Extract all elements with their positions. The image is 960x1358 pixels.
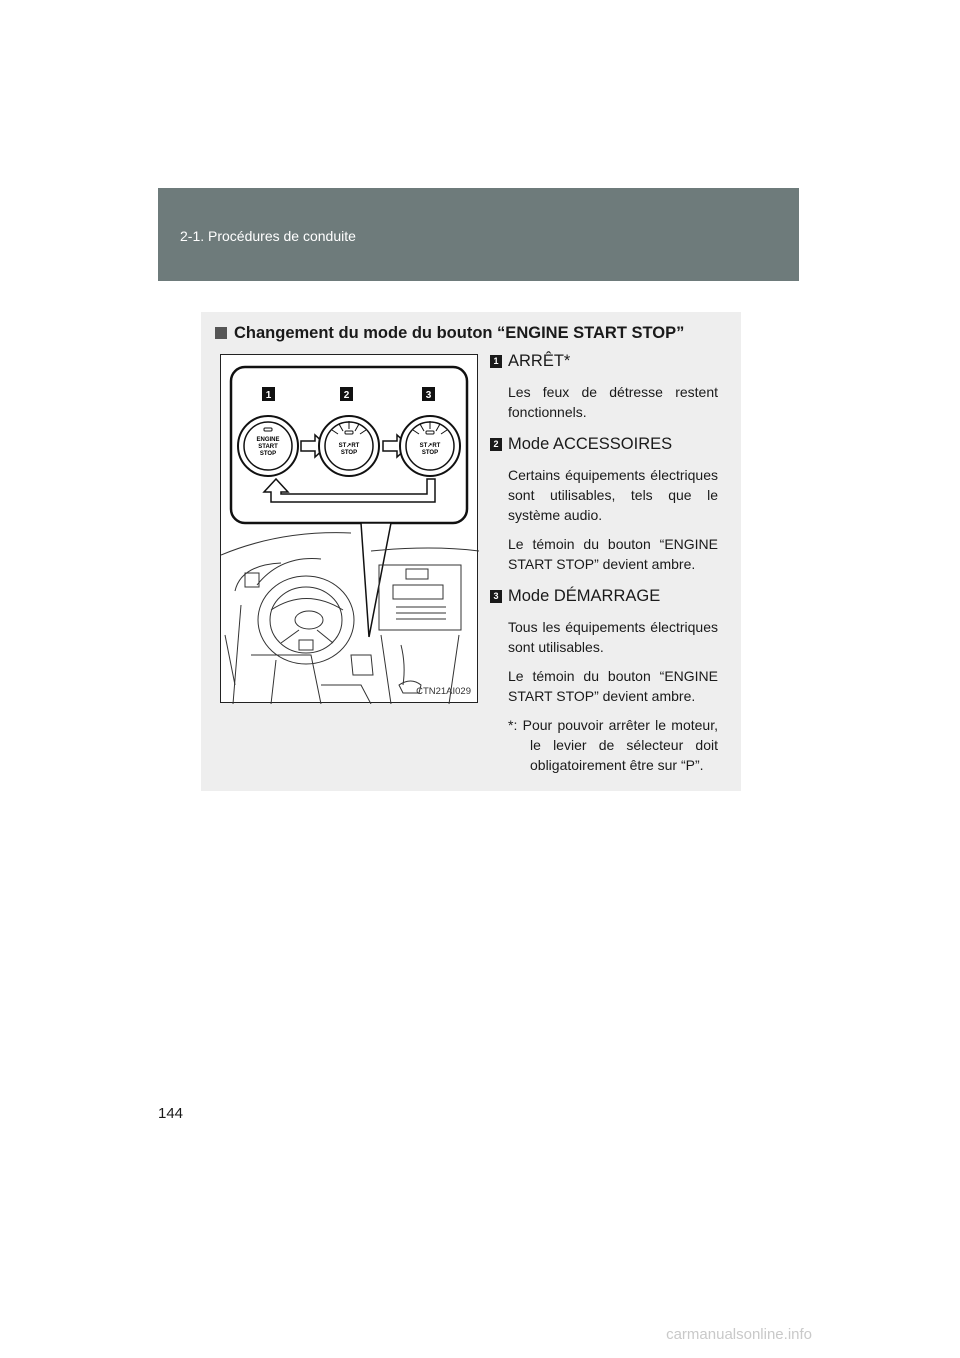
square-bullet-icon	[215, 327, 227, 339]
figure-code: CTN21AI029	[416, 686, 471, 697]
svg-text:START: START	[258, 444, 278, 450]
page-number: 144	[158, 1105, 184, 1122]
engine-button-off	[238, 416, 298, 476]
header-band	[158, 188, 799, 281]
item-2-paragraph-2: Le témoin du bouton “ENGINE START STOP” devient ambre.	[508, 536, 718, 572]
label-tag-2	[340, 387, 353, 401]
content-panel	[201, 312, 741, 791]
callout-pointer	[361, 523, 391, 637]
dashboard-drawing	[221, 355, 479, 704]
label-text-1: 1	[265, 390, 272, 401]
item-title-2: Mode ACCESSOIRES	[508, 435, 673, 453]
watermark: carmanualsonline.info	[666, 1326, 812, 1343]
svg-text:ST↗RT: ST↗RT	[419, 443, 441, 449]
item-1-paragraph-1: Les feux de détresse restent fonctionnels.	[508, 384, 718, 420]
svg-text:STOP: STOP	[421, 450, 439, 456]
item-3-paragraph-2: Le témoin du bouton “ENGINE START STOP” devient ambre.	[508, 668, 718, 704]
item-2-paragraph-1: Certains équipements électriques sont utilisables, tels que le système audio.	[508, 467, 718, 523]
item-heading-1	[490, 352, 718, 371]
svg-text:STOP: STOP	[259, 451, 277, 457]
label-tag-1	[262, 387, 275, 401]
item-3-paragraph-1: Tous les équipements électriques sont utilisables.	[508, 619, 718, 655]
section-heading	[215, 324, 684, 343]
item-number-3: 3	[490, 590, 502, 603]
dashboard-sketch	[221, 533, 479, 704]
label-tag-3	[422, 387, 435, 401]
engine-button-on	[400, 416, 460, 476]
item-title-3: Mode DÉMARRAGE	[508, 587, 661, 605]
svg-text:ST↗RT: ST↗RT	[338, 443, 360, 449]
item-heading-3	[490, 587, 718, 606]
label-text-2: 2	[343, 390, 350, 401]
chapter-title: 2-1. Procédures de conduite	[180, 228, 356, 244]
item-number-1: 1	[490, 355, 502, 368]
item-heading-2	[490, 435, 718, 454]
label-text-3: 3	[425, 390, 432, 401]
footnote: *: Pour pouvoir arrêter le moteur, le levier de sélecteur doit obligatoirement être sur “P”.	[508, 717, 718, 773]
svg-text:ENGINE: ENGINE	[256, 437, 280, 443]
item-number-2: 2	[490, 438, 502, 451]
svg-text:STOP: STOP	[340, 450, 358, 456]
item-title-1: ARRÊT*	[508, 352, 571, 370]
section-heading-text: Changement du mode du bouton “ENGINE START STOP”	[234, 324, 685, 342]
text-column	[490, 352, 718, 775]
engine-button-acc	[319, 416, 379, 476]
dashboard-illustration	[220, 354, 478, 703]
